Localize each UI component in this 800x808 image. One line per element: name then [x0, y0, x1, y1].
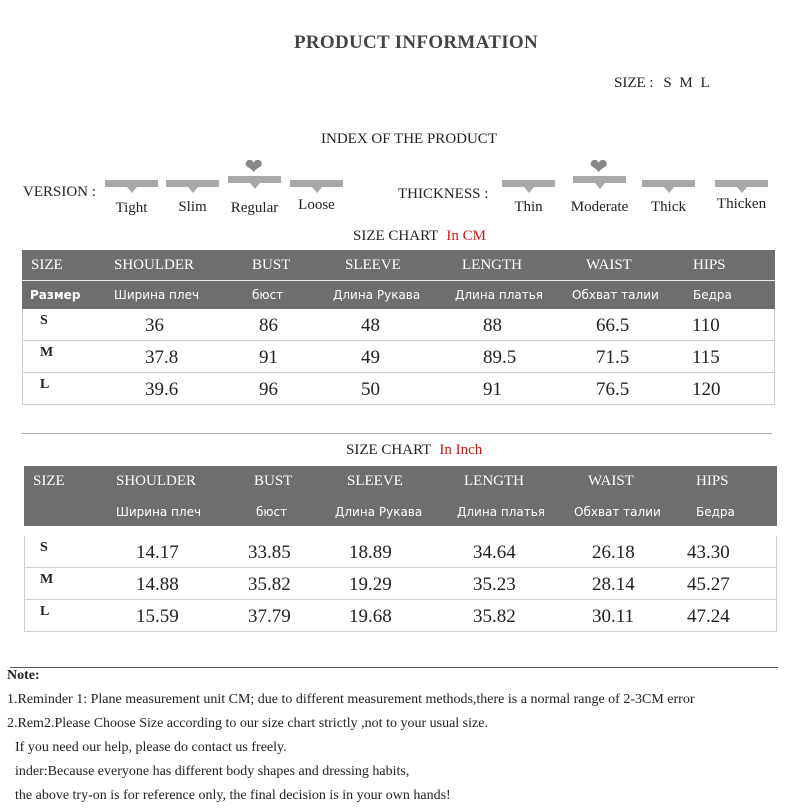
table-cell: 14.17: [136, 542, 179, 563]
column-subheader: Длина платья: [455, 288, 544, 302]
table-border: [22, 309, 23, 405]
table-cell: 66.5: [596, 315, 630, 336]
table-row: [22, 373, 775, 405]
notes-title: Note:: [7, 668, 40, 683]
table-cell: 28.14: [592, 574, 635, 595]
thickness-label: THICKNESS :: [398, 186, 489, 202]
table-cell: 37.79: [248, 606, 291, 627]
chart-title-text: SIZE CHART: [353, 228, 439, 244]
note-line: 2.Rem2.Please Choose Size according to our size chart strictly ,not to your usual size.: [7, 716, 488, 731]
column-header: LENGTH: [464, 473, 524, 489]
size-values: S M L: [663, 75, 712, 91]
indicator-notch: [312, 187, 322, 193]
indicator-option-label: Thicken: [716, 196, 767, 212]
column-subheader: Размер: [30, 288, 81, 302]
table-row: [24, 536, 777, 568]
version-label: VERSION :: [23, 184, 96, 200]
table-row: [24, 600, 777, 632]
table-cell: 37.8: [145, 347, 179, 368]
table-cell: 26.18: [592, 542, 635, 563]
indicator-bar: [105, 180, 158, 187]
indicator-notch: [737, 187, 747, 193]
column-header: HIPS: [696, 473, 729, 489]
table-cell: 88: [483, 315, 502, 336]
table-border: [774, 309, 775, 405]
column-subheader: бюст: [256, 505, 288, 519]
indicator-notch: [595, 183, 605, 189]
table-cell: 33.85: [248, 542, 291, 563]
table-row: [24, 568, 777, 600]
column-header: BUST: [252, 257, 291, 273]
indicator-notch: [127, 187, 137, 193]
table-cell: 14.88: [136, 574, 179, 595]
table-header-row: [24, 466, 777, 498]
section-divider: [22, 433, 772, 434]
size-label: M: [40, 572, 54, 587]
notes-block: [7, 664, 695, 808]
size-label: L: [40, 377, 50, 392]
table-cell: 45.27: [687, 574, 730, 595]
column-header: WAIST: [588, 473, 634, 489]
chart-title-text: SIZE CHART: [346, 442, 432, 458]
page-title: PRODUCT INFORMATION: [293, 32, 539, 53]
column-header: SLEEVE: [347, 473, 403, 489]
table-cell: 35.82: [473, 606, 516, 627]
table-cell: 39.6: [145, 379, 179, 400]
table-cell: 34.64: [473, 542, 516, 563]
indicator-bar: [502, 180, 555, 187]
indicator-option-label: Tight: [115, 200, 148, 216]
available-sizes: [614, 75, 712, 92]
column-header: SHOULDER: [116, 473, 197, 489]
table-cell: 76.5: [596, 379, 630, 400]
indicator-notch: [524, 187, 534, 193]
table-header-row: [22, 250, 775, 280]
table-cell: 30.11: [592, 606, 635, 627]
column-header: SLEEVE: [345, 257, 401, 273]
column-header: WAIST: [586, 257, 632, 273]
table-cell: 48: [361, 315, 380, 336]
indicator-bar: [642, 180, 695, 187]
table-cell: 89.5: [483, 347, 517, 368]
table-cell: 91: [259, 347, 278, 368]
table-cell: 18.89: [349, 542, 392, 563]
column-header: SHOULDER: [114, 257, 195, 273]
table-cell: 36: [145, 315, 164, 336]
table-cell: 19.68: [349, 606, 392, 627]
table-cell: 47.24: [687, 606, 730, 627]
heart-icon: ❤: [244, 154, 263, 179]
size-label: SIZE :: [614, 75, 654, 91]
table-subheader-row: [22, 281, 775, 309]
indicator-bar: [290, 180, 343, 187]
table-cell: 120: [692, 379, 721, 400]
column-subheader: Длина платья: [457, 505, 546, 519]
column-subheader: Ширина плеч: [116, 505, 202, 519]
indicator-notch: [188, 187, 198, 193]
table-cell: 35.82: [248, 574, 291, 595]
table-cell: 86: [259, 315, 278, 336]
column-header: LENGTH: [462, 257, 522, 273]
column-subheader: Длина Рукава: [333, 288, 421, 302]
table-cell: 71.5: [596, 347, 630, 368]
table-border: [776, 536, 777, 632]
column-header: HIPS: [693, 257, 726, 273]
note-line: inder:Because everyone has different body shapes and dressing habits,: [15, 764, 410, 779]
column-subheader: Длина Рукава: [335, 505, 423, 519]
indicator-option-label: Slim: [178, 199, 207, 215]
note-line: If you need our help, please do contact us freely.: [15, 740, 287, 755]
indicator-option-label: Moderate: [570, 199, 629, 215]
size-chart-cm-title: [353, 228, 486, 245]
size-label: M: [40, 345, 54, 360]
note-line: 1.Reminder 1: Plane measurement unit CM; due to different measurement methods,there is a normal range of 2-3CM error: [7, 692, 695, 707]
column-subheader: Обхват талии: [574, 505, 661, 519]
table-cell: 91: [483, 379, 502, 400]
indicator-bar: [715, 180, 768, 187]
indicator-option-label: Loose: [298, 197, 335, 213]
table-border: [24, 536, 25, 632]
chart-unit: In CM: [446, 228, 486, 244]
indicator-option-label: Regular: [230, 200, 279, 216]
indicator-option-label: Thin: [514, 199, 543, 215]
table-row: [22, 309, 775, 341]
table-cell: 96: [259, 379, 278, 400]
table-subheader-row: [24, 498, 777, 526]
table-cell: 49: [361, 347, 380, 368]
size-chart-inch-title: [346, 442, 482, 459]
table-cell: 110: [692, 315, 720, 336]
index-title: INDEX OF THE PRODUCT: [321, 131, 497, 147]
column-header: SIZE: [31, 257, 63, 273]
size-label: S: [40, 540, 48, 555]
indicator-notch: [250, 183, 260, 189]
table-cell: 115: [692, 347, 720, 368]
indicator-notch: [664, 187, 674, 193]
column-subheader: Бедра: [693, 288, 732, 302]
table-cell: 19.29: [349, 574, 392, 595]
note-line: the above try-on is for reference only, the final decision is in your own hands!: [15, 788, 451, 803]
size-label: S: [40, 313, 48, 328]
column-subheader: Бедра: [696, 505, 735, 519]
table-cell: 50: [361, 379, 380, 400]
column-subheader: Ширина плеч: [114, 288, 200, 302]
table-cell: 43.30: [687, 542, 730, 563]
column-subheader: Обхват талии: [572, 288, 659, 302]
column-header: SIZE: [33, 473, 65, 489]
table-cell: 15.59: [136, 606, 179, 627]
indicator-bar: [166, 180, 219, 187]
heart-icon: ❤: [589, 154, 608, 179]
table-cell: 35.23: [473, 574, 516, 595]
chart-unit: In Inch: [439, 442, 483, 458]
size-label: L: [40, 604, 50, 619]
indicator-option-label: Thick: [651, 199, 686, 215]
column-subheader: бюст: [252, 288, 284, 302]
column-header: BUST: [254, 473, 293, 489]
table-row: [22, 341, 775, 373]
